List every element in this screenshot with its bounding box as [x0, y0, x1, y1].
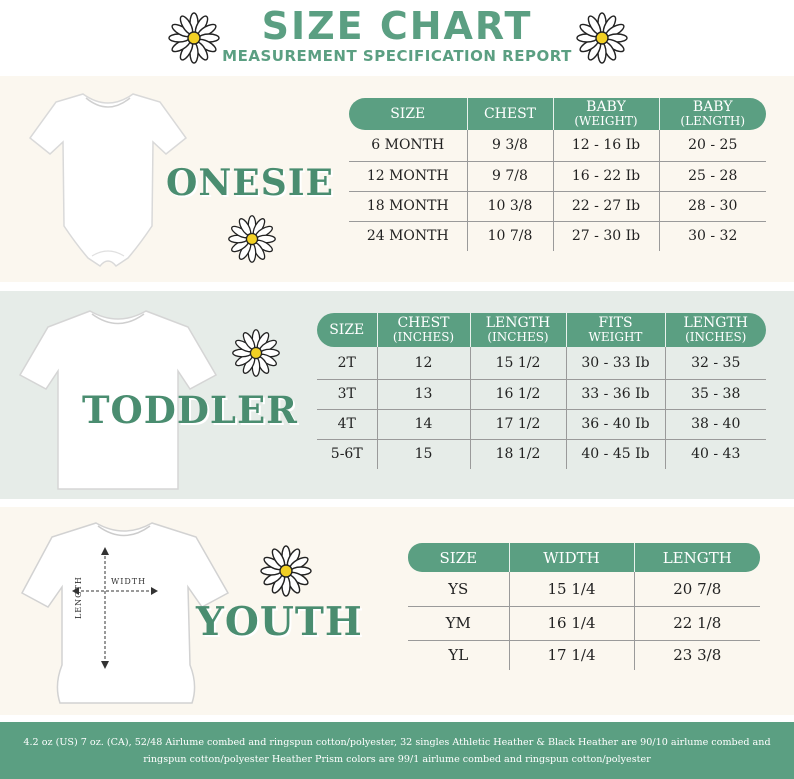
- onesie-col-size: SIZE: [349, 98, 467, 130]
- toddler-col-size: SIZE: [317, 313, 377, 347]
- size-cell: YS: [408, 572, 509, 606]
- size-cell: 5-6T: [330, 446, 363, 463]
- size-cell: 6 MONTH: [349, 130, 467, 161]
- size-cell: 24 MONTH: [366, 228, 449, 245]
- size-cell: 12 MONTH: [349, 161, 467, 191]
- toddler-label: TODDLER: [82, 388, 298, 432]
- weight-cell: 22 - 27 Ib: [553, 191, 659, 221]
- size-cell: 18 MONTH: [349, 191, 467, 221]
- toddler-col-length: LENGTH (INCHES): [470, 313, 566, 347]
- table-row: [317, 409, 766, 439]
- daisy-icon: [226, 213, 278, 265]
- table-row: [408, 606, 760, 640]
- weight-cell: 27 - 30 Ib: [553, 221, 659, 251]
- toddler-col-fits-weight: FITS WEIGHT: [566, 313, 665, 347]
- length-cell: 35 - 38: [665, 379, 766, 409]
- onesie-table: [349, 98, 766, 251]
- page-title: SIZE CHART: [261, 4, 533, 48]
- table-row: [349, 191, 766, 221]
- width-label: WIDTH: [111, 577, 147, 586]
- chest-cell: 9 3/8: [467, 130, 553, 161]
- chest-cell: 15: [377, 439, 470, 469]
- size-cell: YL: [448, 646, 469, 665]
- table-row: [349, 130, 766, 161]
- size-cell: 2T: [317, 347, 377, 379]
- length-cell: 20 - 25: [659, 130, 766, 161]
- daisy-icon: [574, 10, 630, 66]
- chest-cell: 14: [377, 409, 470, 439]
- length-label: LENGTH: [74, 576, 83, 619]
- daisy-icon: [258, 543, 314, 599]
- footer-fabric-info: 4.2 oz (US) 7 oz. (CA), 52/48 Airlume combed and ringspun cotton/polyester, 32 singles Athletic Heather & Black Heather are 90/10 airlume combed and ringspun cotton/polyester Heather Prism colors are 99/1 airlume combed and ringspun cotton/polyester: [0, 722, 794, 779]
- width-cell: 15 1/4: [509, 572, 634, 606]
- daisy-icon: [230, 327, 282, 379]
- toddler-col-chest: CHEST (INCHES): [377, 313, 470, 347]
- width-cell: 16 1/4: [509, 606, 634, 640]
- youth-section: [0, 507, 794, 715]
- chest-cell: 9 7/8: [467, 161, 553, 191]
- table-row: [317, 439, 766, 469]
- chest-cell: 10 7/8: [467, 221, 553, 251]
- table-row: [349, 221, 766, 251]
- size-cell: 4T: [317, 409, 377, 439]
- measurement-guide-icon: [70, 547, 160, 671]
- chest-cell: 10 3/8: [467, 191, 553, 221]
- weight-cell: 12 - 16 Ib: [553, 130, 659, 161]
- page-subtitle: MEASUREMENT SPECIFICATION REPORT: [222, 47, 572, 65]
- length-cell: 32 - 35: [665, 347, 766, 379]
- length-cell: 30 - 32: [659, 221, 766, 251]
- weight-cell: 40 - 45 Ib: [566, 439, 665, 469]
- youth-col-size: SIZE: [408, 543, 509, 572]
- onesie-icon: [28, 86, 188, 271]
- weight-cell: 16 - 22 Ib: [553, 161, 659, 191]
- width-cell: 17 1/4: [509, 640, 634, 670]
- length-cell: 38 - 40: [665, 409, 766, 439]
- weight-cell: 36 - 40 Ib: [566, 409, 665, 439]
- table-row: [317, 347, 766, 379]
- youth-col-width: WIDTH: [509, 543, 634, 572]
- youth-label: YOUTH: [196, 599, 363, 645]
- onesie-label: ONESIE: [166, 162, 334, 204]
- weight-cell: 30 - 33 Ib: [566, 347, 665, 379]
- youth-table: [408, 543, 760, 670]
- length-cell: 25 - 28: [659, 161, 766, 191]
- onesie-col-baby-weight: BABY (WEIGHT): [553, 98, 659, 130]
- length-cell: 18 1/2: [470, 439, 566, 469]
- weight-cell: 33 - 36 Ib: [566, 379, 665, 409]
- table-row: [408, 572, 760, 606]
- onesie-col-baby-length: BABY (LENGTH): [659, 98, 766, 130]
- chest-cell: 12: [377, 347, 470, 379]
- size-cell: 3T: [317, 379, 377, 409]
- length-cell: 20 7/8: [634, 572, 760, 606]
- length-cell: 40 - 43: [665, 439, 766, 469]
- length-cell: 16 1/2: [470, 379, 566, 409]
- table-row: [349, 161, 766, 191]
- toddler-table: [317, 313, 766, 469]
- onesie-section: [0, 76, 794, 282]
- length-cell: 17 1/2: [470, 409, 566, 439]
- length-cell: 23 3/8: [634, 640, 760, 670]
- length-cell: 22 1/8: [634, 606, 760, 640]
- youth-header-row: [408, 543, 760, 572]
- size-cell: YM: [408, 606, 509, 640]
- youth-col-length: LENGTH: [634, 543, 760, 572]
- toddler-col-length-2: LENGTH (INCHES): [665, 313, 766, 347]
- header: [0, 0, 794, 76]
- length-cell: 28 - 30: [659, 191, 766, 221]
- onesie-col-chest: CHEST: [467, 98, 553, 130]
- toddler-header-row: [317, 313, 766, 347]
- onesie-header-row: [349, 98, 766, 130]
- table-row: [408, 640, 760, 670]
- table-row: [317, 379, 766, 409]
- chest-cell: 13: [377, 379, 470, 409]
- length-cell: 15 1/2: [470, 347, 566, 379]
- toddler-section: [0, 291, 794, 499]
